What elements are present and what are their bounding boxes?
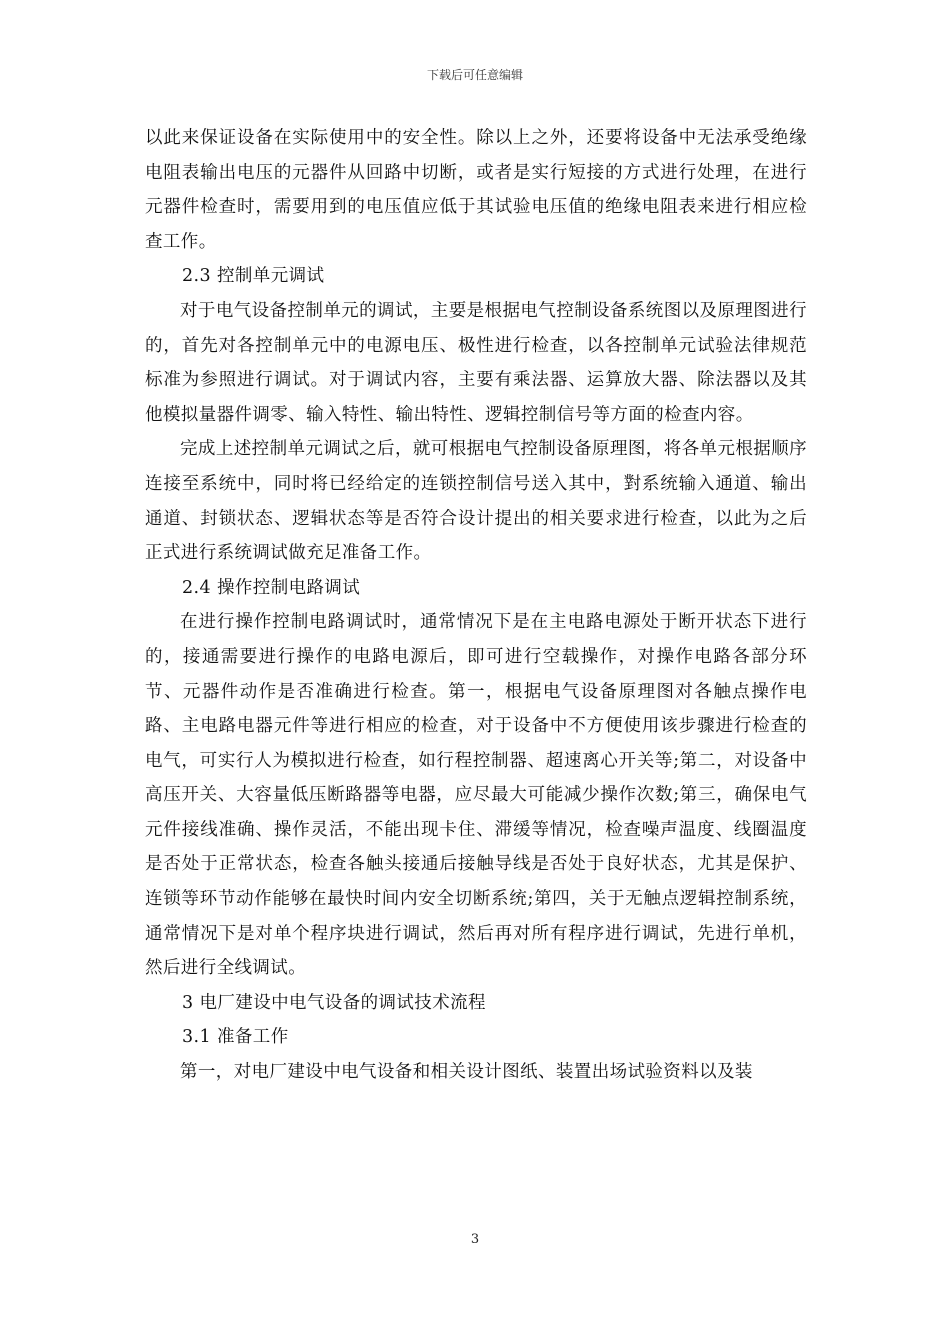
section-heading: 3.1 准备工作 [182, 1027, 289, 1048]
paragraph: 第一，对电厂建设中电气设备和相关设计图纸、装置出场试验资料以及装 [180, 1062, 753, 1083]
page-header: 下载后可任意编辑 [426, 68, 523, 82]
document-body [145, 121, 807, 1090]
section-heading: 3 电厂建设中电气设备的调试技术流程 [182, 992, 486, 1013]
paragraph: 完成上述控制单元调试之后，就可根据电气控制设备原理图，将各单元根据顺序连接至系统中，同时将已经给定的连锁控制信号送入其中，對系统输入通道、输出通道、封锁状态、逻辑状态等是否符合设计提出的相关要求进行检查，以此为之后正式进行系统调试做充足准备工作。 [145, 439, 807, 564]
paragraph: 以此来保证设备在实际使用中的安全性。除以上之外，还要将设备中无法承受绝缘电阻表输出电压的元器件从回路中切断，或者是实行短接的方式进行处理，在进行元器件检查时，需要用到的电压值应低于其试验电压值的绝缘电阻表来进行相应检查工作。 [145, 128, 807, 252]
paragraph: 在进行操作控制电路调试时，通常情况下是在主电路电源处于断开状态下进行的，接通需要进行操作的电路电源后，即可进行空载操作，对操作电路各部分环节、元器件动作是否准确进行检查。第一，根据电气设备原理图对各触点操作电路、主电路电器元件等进行相应的检查，对于设备中不方便使用该步骤进行检查的电气，可实行人为模拟进行检查，如行程控制器、超速离心开关等;第二，对设备中高压开关、大容量低压断路器等电器，应尽最大可能减少操作次数;第三，确保电气元件接线准确、操作灵活，不能出现卡住、滞缓等情况，检查噪声温度、线圈温度是否处于正常状态，检查各触头接通后接触导线是否处于良好状态，尤其是保护、连锁等环节动作能够在最快时间内安全切断系统;第四，关于无触点逻辑控制系统，通常情况下是对单个程序块进行调试，然后再对所有程序进行调试，先进行单机，然后进行全线调试。 [145, 612, 807, 979]
section-heading: 2.3 控制单元调试 [182, 266, 325, 287]
section-heading: 2.4 操作控制电路调试 [182, 577, 361, 598]
page-number: 3 [470, 1232, 480, 1247]
paragraph: 对于电气设备控制单元的调试，主要是根据电气控制设备系统图以及原理图进行的，首先对各控制单元中的电源电压、极性进行检查，以各控制单元试验法律规范标准为参照进行调试。对于调试内容，主要有乘法器、运算放大器、除法器以及其他模拟量器件调零、输入特性、输出特性、逻辑控制信号等方面的检查内容。 [145, 300, 807, 425]
